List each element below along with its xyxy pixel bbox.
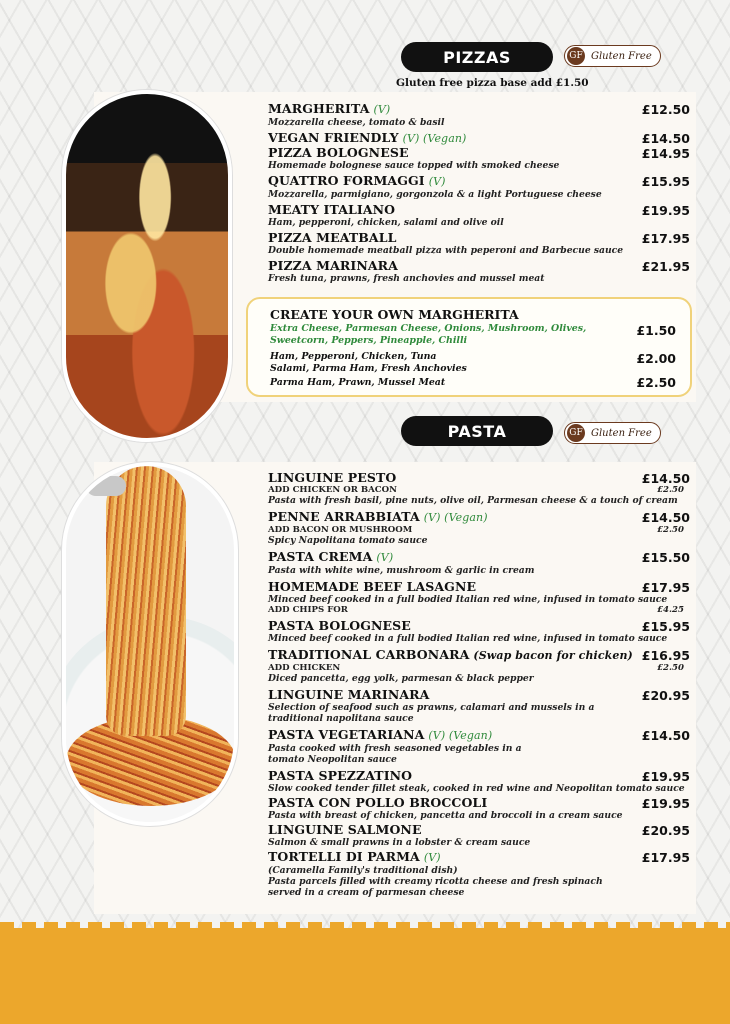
menu-item-addon [268,525,692,535]
menu-item-name: VEGAN FRIENDLY [268,130,399,145]
menu-item-name-row [268,648,692,663]
menu-item-name-row [268,796,692,810]
addon-price: £2.50 [657,485,684,495]
menu-item-addon [268,663,692,673]
addon-label: ADD CHIPS FOR [268,605,348,615]
addon-label: ADD CHICKEN [268,663,341,673]
menu-item-name: TRADITIONAL CARBONARA [268,647,470,662]
menu-item-addon [268,605,692,615]
pizzas-gluten-free-badge [564,45,661,67]
pizza-menu-list [268,102,692,284]
menu-item [268,728,692,765]
menu-item-name: LINGUINE PESTO [268,470,397,485]
menu-item-description: Minced beef cooked in a full bodied Italian red wine, infused in tomato sauce [268,633,668,644]
create-row-price: £2.50 [636,375,676,390]
swap-note: (Swap bacon for chicken) [473,649,633,662]
menu-item-price: £14.50 [641,728,690,743]
create-row [270,323,682,347]
menu-item-name-row [268,619,692,633]
menu-item-name: LINGUINE MARINARA [268,687,430,702]
menu-item-addon [268,485,692,495]
addon-label: ADD CHICKEN OR BACON [268,485,397,495]
dietary-tag: (V) [428,175,446,188]
create-row-text: Parma Ham, Prawn, Mussel Meat [270,377,446,388]
menu-item [268,619,692,644]
create-row-price: £1.50 [636,323,676,338]
menu-item [268,174,692,200]
menu-item [268,259,692,284]
menu-item-description: Homemade bolognese sauce topped with smoked cheese [268,160,560,171]
menu-item-name: MEATY ITALIANO [268,202,396,217]
menu-item-price: £20.95 [641,823,690,838]
menu-item-name-row [268,688,692,702]
menu-item-name-row [268,471,692,485]
menu-item-price: £19.95 [641,769,690,784]
gluten-free-label: Gluten Free [591,427,652,439]
gluten-free-icon: GF [567,424,585,442]
create-row-text: Sweetcorn, Peppers, Pineapple, Chilli [270,335,468,346]
menu-item-price: £14.50 [641,471,690,486]
menu-item-description: Double homemade meatball pizza with peperoni and Barbecue sauce [268,245,624,256]
menu-item-description: Slow cooked tender fillet steak, cooked in red wine and Neopolitan tomato sauce [268,783,685,794]
menu-item-price: £14.50 [641,510,690,525]
addon-price: £2.50 [657,525,684,535]
menu-item-price: £15.50 [641,550,690,565]
menu-item-name-row [268,203,692,217]
menu-item [268,550,692,576]
menu-item [268,231,692,256]
addon-price: £4.25 [657,605,684,615]
menu-item-price: £15.95 [641,174,690,189]
create-row-text: Ham, Pepperoni, Chicken, Tuna [270,351,437,362]
menu-item-price: £17.95 [641,850,690,865]
fork [86,476,126,496]
pasta-menu-list [268,471,692,898]
menu-item-description: Selection of seafood such as prawns, calamari and mussels in a [268,702,595,713]
menu-item-name-row [268,146,692,160]
menu-item [268,510,692,546]
menu-item-name: LINGUINE SALMONE [268,822,422,837]
menu-item-name: PIZZA MARINARA [268,258,398,273]
dietary-tag: (V) (Vegan) [402,132,467,145]
dietary-tag: (V) [376,551,394,564]
menu-item [268,850,692,898]
pasta-gluten-free-badge [564,422,661,444]
menu-item [268,146,692,171]
menu-item-name-row [268,769,692,783]
dietary-tag: (V) [423,851,441,864]
menu-item [268,823,692,848]
menu-item-name-row [268,102,692,117]
addon-price: £2.50 [657,663,684,673]
menu-item-description: Pasta parcels filled with creamy ricotta cheese and fresh spinach [268,876,603,887]
menu-item-name-row [268,823,692,837]
menu-item-name: PIZZA MEATBALL [268,230,397,245]
create-row [270,377,682,389]
menu-item-description: tomato Neopolitan sauce [268,754,397,765]
menu-item-name: PASTA BOLOGNESE [268,618,411,633]
menu-item-description: Diced pancetta, egg yolk, parmesan & black pepper [268,673,534,684]
menu-item-description: Fresh tuna, prawns, fresh anchovies and mussel meat [268,273,545,284]
menu-item-name-row [268,259,692,273]
menu-item [268,203,692,228]
create-row-text: Extra Cheese, Parmesan Cheese, Onions, Mushroom, Olives, [270,323,587,334]
create-your-own-title: CREATE YOUR OWN MARGHERITA [270,307,519,322]
menu-item-name: PASTA SPEZZATINO [268,768,413,783]
menu-item-description: Pasta with fresh basil, pine nuts, olive oil, Parmesan cheese & a touch of cream [268,495,678,506]
menu-item-name: PASTA CON POLLO BROCCOLI [268,795,488,810]
menu-item-description: Ham, pepperoni, chicken, salami and olive oil [268,217,504,228]
menu-item-price: £12.50 [641,102,690,117]
menu-item-description: Mozzarella cheese, tomato & basil [268,117,445,128]
menu-item [268,769,692,794]
pizzas-heading: PIZZAS [401,42,553,72]
menu-item-price: £17.95 [641,580,690,595]
create-row-price: £2.00 [636,351,676,366]
menu-item-name-row [268,174,692,189]
create-your-own-box [246,297,692,397]
menu-item [268,648,692,684]
gluten-free-icon: GF [567,47,585,65]
menu-item-description: Minced beef cooked in a full bodied Italian red wine, infused in tomato sauce [268,594,668,605]
menu-item-description: Salmon & small prawns in a lobster & cream sauce [268,837,531,848]
menu-item-name: PENNE ARRABBIATA [268,509,420,524]
create-row [270,351,682,375]
menu-item-description: Mozzarella, parmigiano, gorgonzola & a light Portuguese cheese [268,189,602,200]
menu-item-name-row [268,728,692,743]
gluten-free-note: Gluten free pizza base add £1.50 [396,77,589,89]
menu-item-name: TORTELLI DI PARMA [268,849,420,864]
menu-item-name: MARGHERITA [268,101,370,116]
footer-band [0,928,730,1024]
menu-item-price: £15.95 [641,619,690,634]
menu-item-name-row [268,580,692,594]
menu-item-name-row [268,850,692,865]
menu-item-price: £19.95 [641,796,690,811]
pasta-photo [62,462,238,826]
menu-item [268,102,692,128]
menu-item-description: Pasta cooked with fresh seasoned vegetables in a [268,743,522,754]
menu-item-description: traditional napolitana sauce [268,713,414,724]
menu-item-name-row [268,131,692,146]
create-row-text: Salami, Parma Ham, Fresh Anchovies [270,363,467,374]
pasta-heading: PASTA [401,416,553,446]
menu-item-price: £21.95 [641,259,690,274]
menu-item-price: £17.95 [641,231,690,246]
menu-item-description: Pasta with white wine, mushroom & garlic in cream [268,565,535,576]
menu-item-price: £19.95 [641,203,690,218]
menu-item-name: HOMEMADE BEEF LASAGNE [268,579,477,594]
menu-item-name-row [268,231,692,245]
gluten-free-label: Gluten Free [591,50,652,62]
menu-item-description: Spicy Napolitana tomato sauce [268,535,428,546]
menu-item-description: served in a cream of parmesan cheese [268,887,465,898]
menu-item [268,580,692,615]
menu-item-price: £14.50 [641,131,690,146]
menu-item-price: £20.95 [641,688,690,703]
dietary-tag: (V) (Vegan) [423,511,488,524]
menu-item-description: (Caramella Family's traditional dish) [268,865,458,876]
dietary-tag: (V) [373,103,391,116]
menu-item-name-row [268,550,692,565]
menu-item [268,688,692,724]
menu-item-name-row [268,510,692,525]
menu-item [268,796,692,821]
menu-item-name: PASTA CREMA [268,549,373,564]
menu-item-name: PASTA VEGETARIANA [268,727,425,742]
menu-item-name: PIZZA BOLOGNESE [268,145,409,160]
menu-item-description: Pasta with breast of chicken, pancetta and broccoli in a cream sauce [268,810,623,821]
pasta-strands [106,466,186,736]
menu-item [268,131,692,146]
menu-item-price: £16.95 [641,648,690,663]
menu-item-name: QUATTRO FORMAGGI [268,173,425,188]
dietary-tag: (V) (Vegan) [428,729,493,742]
addon-label: ADD BACON OR MUSHROOM [268,525,413,535]
menu-item [268,471,692,506]
pizza-photo [62,90,232,442]
menu-item-price: £14.95 [641,146,690,161]
